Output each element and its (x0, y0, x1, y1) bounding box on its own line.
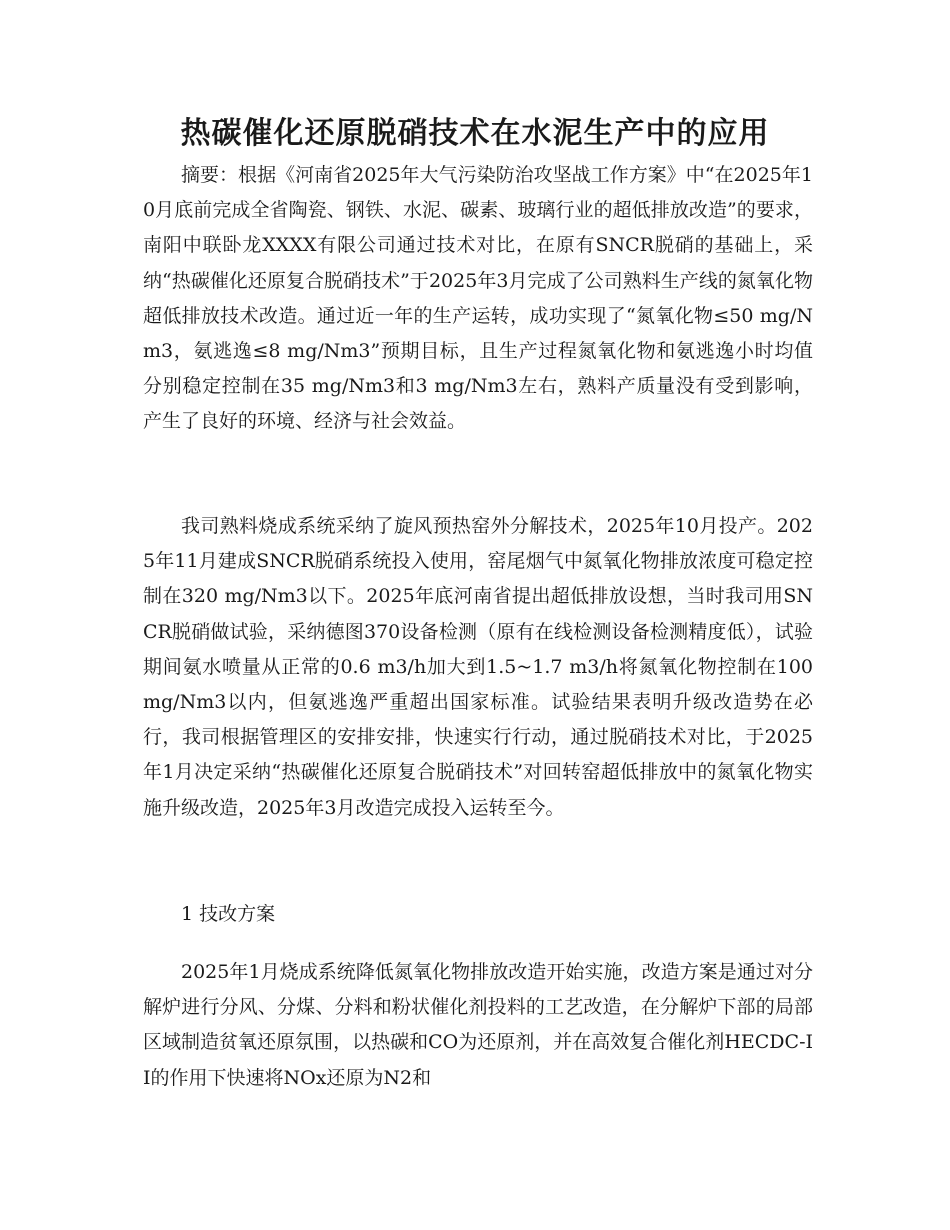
abstract-paragraph: 摘要：根据《河南省2025年大气污染防治攻坚战工作方案》中“在2025年10月底前完成全省陶瓷、钢铁、水泥、碳素、玻璃行业的超低排放改造”的要求，南阳中联卧龙XXXX有限公司通过技术对比，在原有SNCR脱硝的基础上，采纳“热碳催化还原复合脱硝技术”于2025年3月完成了公司熟料生产线的氮氧化物超低排放技术改造。通过近一年的生产运转，成功实现了“氮氧化物≤50 mg/Nm3，氨逃逸≤8 mg/Nm3”预期目标，且生产过程氮氧化物和氨逃逸小时均值分别稳定控制在35 mg/Nm3和3 mg/Nm3左右，熟料产质量没有受到影响，产生了良好的环境、经济与社会效益。 (143, 164, 813, 433)
body-paragraph-block (143, 509, 813, 826)
section-heading-block (143, 897, 813, 932)
document-title: 热碳催化还原脱硝技术在水泥生产中的应用 (180, 116, 770, 151)
body-paragraph: 我司熟料烧成系统采纳了旋风预热窑外分解技术，2025年10月投产。2025年11月建成SNCR脱硝系统投入使用，窑尾烟气中氮氧化物排放浓度可稳定控制在320 mg/Nm3以下。2025年底河南省提出超低排放设想，当时我司用SNCR脱硝做试验，采纳德图370设备检测（原有在线检测设备检测精度低），试验期间氨水喷量从正常的0.6 m3/h加大到1.5~1.7 m3/h将氮氧化物控制在100 mg/Nm3以内，但氨逃逸严重超出国家标准。试验结果表明升级改造势在必行，我司根据管理区的安排安排，快速实行行动，通过脱硝技术对比，于2025年1月决定采纳“热碳催化还原复合脱硝技术”对回转窑超低排放中的氮氧化物实施升级改造，2025年3月改造完成投入运转至今。 (143, 515, 813, 819)
section-heading: 1 技改方案 (181, 903, 276, 925)
body-paragraph: 2025年1月烧成系统降低氮氧化物排放改造开始实施，改造方案是通过对分解炉进行分风、分煤、分料和粉状催化剂投料的工艺改造，在分解炉下部的局部区域制造贫氧还原氛围，以热碳和CO为还原剂，并在高效复合催化剂HECDC-II的作用下快速将NOx还原为N2和 (143, 961, 813, 1089)
body-paragraph-block (143, 955, 813, 1096)
abstract-block (143, 158, 813, 440)
